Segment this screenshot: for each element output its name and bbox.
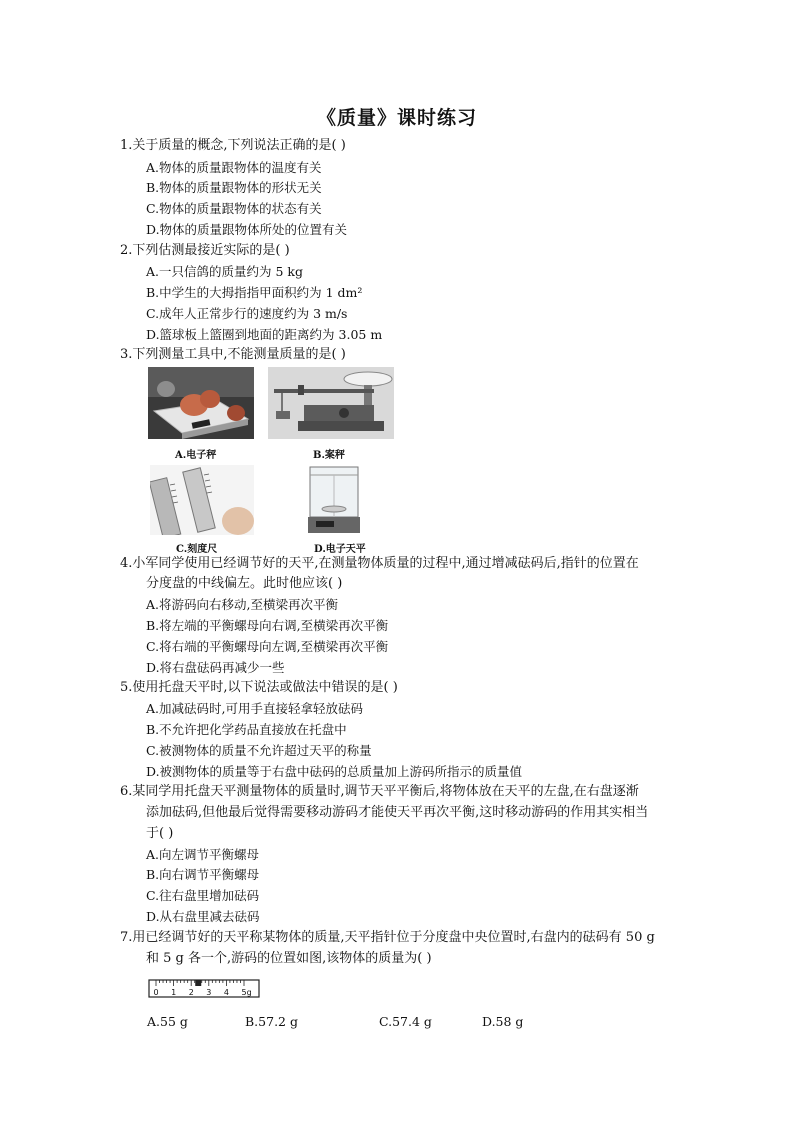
question-6-option-c: C.往右盘里增加砝码 bbox=[146, 888, 260, 903]
question-6-stem: 6.某同学用托盘天平测量物体的质量时,调节天平平衡后,将物体放在天平的左盘,在右盘逐渐 bbox=[120, 784, 639, 799]
scale-label: 3 bbox=[206, 988, 212, 997]
question-1-option-b: B.物体的质量跟物体的形状无关 bbox=[146, 180, 322, 195]
question-5-stem: 5.使用托盘天平时,以下说法或做法中错误的是( ) bbox=[120, 680, 398, 695]
question-4-option-d: D.将右盘砝码再减少一些 bbox=[146, 660, 285, 675]
question-1-option-d: D.物体的质量跟物体所处的位置有关 bbox=[146, 222, 348, 237]
question-1-stem: 1.关于质量的概念,下列说法正确的是( ) bbox=[120, 138, 346, 153]
question-2-option-c: C.成年人正常步行的速度约为 3 m/s bbox=[146, 306, 348, 321]
question-7-option-d: D.58 g bbox=[482, 1014, 524, 1029]
rider-scale-figure bbox=[148, 979, 260, 999]
scale-label: 5g bbox=[241, 988, 252, 997]
platform-scale-image bbox=[268, 367, 394, 439]
caption-electronic-balance: D.电子天平 bbox=[314, 544, 366, 555]
question-5-option-a: A.加减砝码时,可用手直接轻拿轻放砝码 bbox=[146, 701, 363, 716]
question-2-option-a: A.一只信鸽的质量约为 5 kg bbox=[146, 264, 303, 279]
scale-label: 0 bbox=[153, 988, 159, 997]
scale-label: 1 bbox=[171, 988, 177, 997]
question-5-option-b: B.不允许把化学药品直接放在托盘中 bbox=[146, 722, 347, 737]
electronic-scale-image bbox=[148, 367, 254, 439]
question-4-option-b: B.将左端的平衡螺母向右调,至横梁再次平衡 bbox=[146, 618, 389, 633]
scale-label: 2 bbox=[188, 988, 194, 997]
question-4-option-a: A.将游码向右移动,至横梁再次平衡 bbox=[146, 597, 338, 612]
question-6-stem-end: 于( ) bbox=[146, 826, 174, 841]
question-7-option-c: C.57.4 g bbox=[379, 1014, 432, 1029]
question-6-stem-continued: 添加砝码,但他最后觉得需要移动游码才能使天平再次平衡,这时移动游码的作用其实相当 bbox=[146, 805, 649, 820]
question-6-option-b: B.向右调节平衡螺母 bbox=[146, 867, 260, 882]
rider-marker bbox=[195, 980, 201, 986]
question-2-option-b: B.中学生的大拇指指甲面积约为 1 dm² bbox=[146, 285, 363, 300]
question-7-stem-continued: 和 5 g 各一个,游码的位置如图,该物体的质量为( ) bbox=[146, 951, 432, 966]
question-4-stem: 4.小军同学使用已经调节好的天平,在测量物体质量的过程中,通过增减砝码后,指针的位置在 bbox=[120, 556, 639, 571]
question-2-option-d: D.篮球板上篮圈到地面的距离约为 3.05 m bbox=[146, 327, 383, 342]
electronic-balance-image bbox=[306, 465, 362, 537]
question-5-option-d: D.被测物体的质量等于右盘中砝码的总质量加上游码所指示的质量值 bbox=[146, 764, 523, 779]
question-7-stem: 7.用已经调节好的天平称某物体的质量,天平指针位于分度盘中央位置时,右盘内的砝码有 50 g bbox=[120, 930, 655, 945]
caption-platform-scale: B.案秤 bbox=[313, 450, 345, 461]
question-6-option-a: A.向左调节平衡螺母 bbox=[146, 847, 260, 862]
ruler-image bbox=[150, 465, 254, 535]
question-7-option-a: A.55 g bbox=[147, 1014, 188, 1029]
question-7-option-b: B.57.2 g bbox=[245, 1014, 298, 1029]
caption-electronic-scale: A.电子秤 bbox=[175, 450, 217, 461]
caption-ruler: C.刻度尺 bbox=[176, 544, 218, 555]
scale-label: 4 bbox=[223, 988, 229, 997]
question-2-stem: 2.下列估测最接近实际的是( ) bbox=[120, 243, 290, 258]
question-4-stem-continued: 分度盘的中线偏左。此时他应该( ) bbox=[146, 576, 343, 591]
page-title: 《质量》课时练习 bbox=[316, 107, 477, 129]
question-1-option-c: C.物体的质量跟物体的状态有关 bbox=[146, 201, 322, 216]
question-3-stem: 3.下列测量工具中,不能测量质量的是( ) bbox=[120, 347, 346, 362]
question-6-option-d: D.从右盘里减去砝码 bbox=[146, 909, 260, 924]
question-4-option-c: C.将右端的平衡螺母向左调,至横梁再次平衡 bbox=[146, 639, 389, 654]
question-1-option-a: A.物体的质量跟物体的温度有关 bbox=[146, 160, 322, 175]
question-5-option-c: C.被测物体的质量不允许超过天平的称量 bbox=[146, 743, 372, 758]
